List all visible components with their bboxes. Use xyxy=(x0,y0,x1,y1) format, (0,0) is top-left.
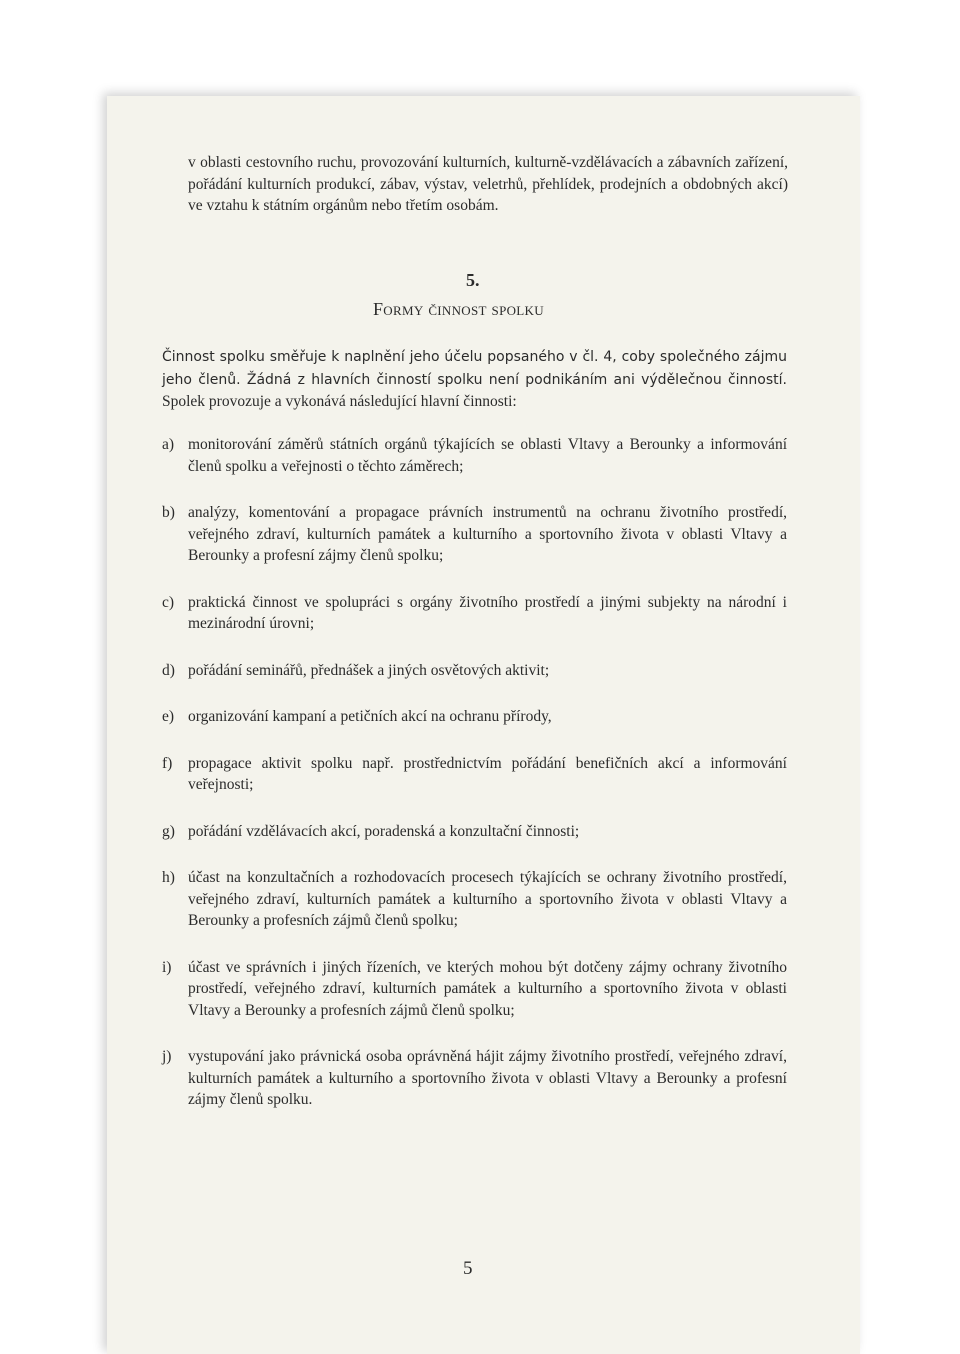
list-item-text: pořádání seminářů, přednášek a jiných osvětových aktivit; xyxy=(188,661,550,679)
list-item xyxy=(162,502,787,567)
list-marker: g) xyxy=(162,822,175,840)
list-item-text: vystupování jako právnická osoba oprávněná hájit zájmy životního prostředí, veřejného zdraví, kulturních památek a kulturního a sportovního života v oblasti Vltavy a Berounky a profesní zájmy členů spolku. xyxy=(188,1048,787,1108)
list-marker: e) xyxy=(162,708,175,725)
list-item-text: propagace aktivit spolku např. prostřednictvím pořádání benefičních akcí a informování veřejnosti; xyxy=(188,754,787,793)
list-item-text: monitorování záměrů státních orgánů týkajících se oblasti Vltavy a Berounky a informování členů spolku a veřejnosti o těchto záměrech; xyxy=(188,436,787,475)
list-item xyxy=(162,434,787,477)
list-marker: b) xyxy=(162,504,175,521)
list-item xyxy=(162,592,787,635)
list-marker: d) xyxy=(162,661,175,679)
list-item xyxy=(162,821,787,843)
list-marker: i) xyxy=(162,958,172,976)
section-title: Formy činnost spolku xyxy=(373,299,544,319)
list-marker: c) xyxy=(162,593,175,611)
intro-paragraph: v oblasti cestovního ruchu, provozování kulturních, kulturně-vzdělávacích a zábavních zařízení, pořádání kulturních produkcí, zábav, výstav, veletrhů, přehlídek, prodejních a obdobných akcí) ve vztahu k státním orgánům nebo třetím osobám. xyxy=(188,154,788,214)
list-item xyxy=(162,660,787,682)
list-item-text: organizování kampaní a petičních akcí na ochranu přírody, xyxy=(188,708,552,725)
list-item-text: praktická činnost ve spolupráci s orgány životního prostředí a jinými subjekty na národní i mezinárodní úrovni; xyxy=(188,593,787,632)
list-marker: a) xyxy=(162,436,175,453)
body-paragraph xyxy=(162,346,787,413)
list-item xyxy=(162,867,787,932)
list-item xyxy=(162,753,787,796)
body-rest-text: Spolek provozuje a vykonává následující hlavní činnosti: xyxy=(162,393,517,410)
list-marker: h) xyxy=(162,869,175,886)
section-number: 5. xyxy=(466,270,480,290)
list-marker: j) xyxy=(162,1048,172,1065)
list-item-text: analýzy, komentování a propagace právních instrumentů na ochranu životního prostředí, veřejného zdraví, kulturních památek a kulturního a sportovního života v oblasti Vltavy a Berounky a profesní zájmy členů spolku; xyxy=(188,504,787,564)
list-marker: f) xyxy=(162,754,173,772)
page-number: 5 xyxy=(463,1258,473,1279)
list-item-text: pořádání vzdělávacích akcí, poradenská a konzultační činnosti; xyxy=(188,822,580,840)
activity-list xyxy=(162,434,787,1136)
body-lead-text: Činnost spolku směřuje k naplnění jeho účelu popsaného v čl. 4, coby společného zájmu jeho členů. Žádná z hlavních činností spolku není podnikáním ani výdělečnou činností. xyxy=(162,349,787,388)
list-item-text: účast na konzultačních a rozhodovacích procesech týkajících se ochrany životního prostředí, veřejného zdraví, kulturních památek a kulturního a sportovního života v oblasti Vltavy a Berounky a profesních zájmů členů spolku; xyxy=(188,869,787,929)
list-item xyxy=(162,706,787,728)
list-item xyxy=(162,957,787,1022)
list-item xyxy=(162,1046,787,1111)
list-item-text: účast ve správních i jiných řízeních, ve kterých mohou být dotčeny zájmy ochrany životního prostředí, veřejného zdraví, kulturních památek a kulturního a sportovního života v oblasti Vltavy a Berounky a profesních zájmů členů spolku; xyxy=(188,958,787,1019)
